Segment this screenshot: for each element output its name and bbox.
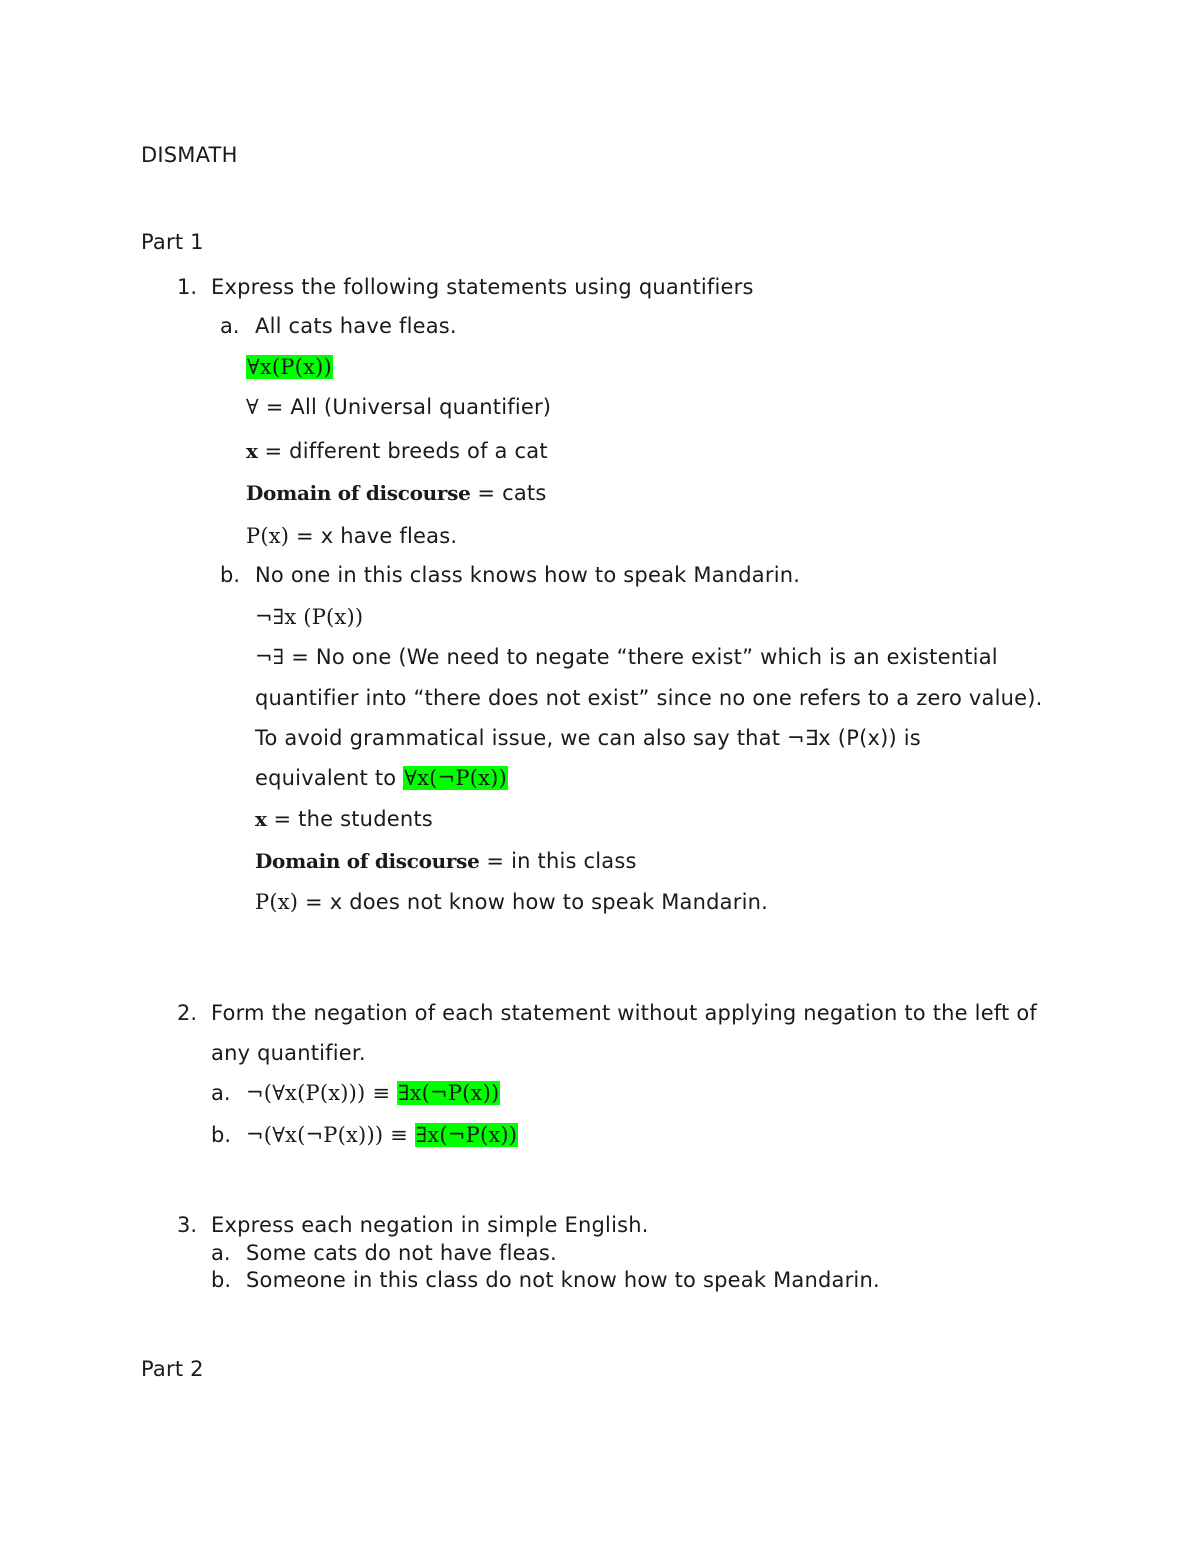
q1a-marker: a. bbox=[220, 314, 240, 338]
q1a-domain-line bbox=[246, 480, 546, 506]
q1a-formula: ∀x(P(x)) bbox=[247, 355, 332, 379]
q3a-text: Some cats do not have fleas. bbox=[246, 1241, 557, 1265]
q1b-marker: b. bbox=[220, 563, 241, 587]
q1a-predicate-line bbox=[246, 523, 457, 549]
q1b-negation-line bbox=[255, 644, 998, 670]
q1b-predicate-line bbox=[255, 889, 768, 915]
q1b-negation-continued: quantifier into “there does not exist” since no one refers to a zero value). bbox=[255, 686, 1043, 710]
x-label: x bbox=[246, 439, 258, 463]
forall-definition: = All (Universal quantifier) bbox=[258, 395, 552, 419]
q1-number: 1. bbox=[177, 275, 198, 299]
q2a-lhs: ¬(∀x(P(x))) ≡ bbox=[246, 1081, 397, 1105]
q2-prompt-line1: Form the negation of each statement without applying negation to the left of bbox=[211, 1001, 1037, 1025]
q1b-x-line bbox=[255, 806, 433, 832]
q3a-marker: a. bbox=[211, 1241, 231, 1265]
q1b-avoid-line: To avoid grammatical issue, we can also say that ¬∃x (P(x)) is bbox=[255, 726, 921, 750]
q1a-forall-line bbox=[246, 394, 551, 420]
domain-definition: = cats bbox=[470, 481, 547, 505]
part-2-heading: Part 2 bbox=[141, 1357, 204, 1381]
q2b-rhs: ∃x(¬P(x)) bbox=[415, 1123, 518, 1147]
q1a-formula-line bbox=[246, 354, 333, 380]
predicate-definition: = x does not know how to speak Mandarin. bbox=[298, 890, 768, 914]
domain-definition: = in this class bbox=[479, 849, 637, 873]
equivalent-formula: ∀x(¬P(x)) bbox=[404, 766, 507, 790]
q1b-domain-line bbox=[255, 848, 637, 874]
x-label: x bbox=[255, 807, 267, 831]
x-definition: = the students bbox=[266, 807, 433, 831]
negation-definition: = No one (We need to negate “there exist” which is an existential bbox=[284, 645, 998, 669]
forall-symbol: ∀ bbox=[246, 395, 259, 419]
q2b-marker: b. bbox=[211, 1123, 232, 1147]
predicate-label: P(x) bbox=[255, 890, 299, 914]
q2b-line bbox=[246, 1122, 518, 1148]
q1b-equivalent-line bbox=[255, 765, 508, 791]
negation-symbol: ¬∃ bbox=[255, 645, 285, 669]
q1b-formula-line bbox=[255, 604, 363, 630]
q1b-statement: No one in this class knows how to speak Mandarin. bbox=[255, 563, 801, 587]
q2a-rhs: ∃x(¬P(x)) bbox=[398, 1081, 500, 1105]
equivalent-prefix: equivalent to bbox=[255, 766, 404, 790]
domain-label: Domain of discourse bbox=[246, 481, 471, 505]
predicate-label: P(x) bbox=[246, 524, 290, 548]
q2-number: 2. bbox=[177, 1001, 198, 1025]
q1a-x-line bbox=[246, 438, 548, 464]
part-1-heading: Part 1 bbox=[141, 230, 204, 254]
q3-prompt: Express each negation in simple English. bbox=[211, 1213, 649, 1237]
q2a-marker: a. bbox=[211, 1081, 231, 1105]
q3-number: 3. bbox=[177, 1213, 198, 1237]
predicate-definition: = x have fleas. bbox=[289, 524, 458, 548]
document-title: DISMATH bbox=[141, 143, 238, 167]
q2b-lhs: ¬(∀x(¬P(x))) ≡ bbox=[246, 1123, 415, 1147]
q1b-formula: ¬∃x (P(x)) bbox=[255, 605, 364, 629]
q2a-line bbox=[246, 1080, 500, 1106]
x-definition: = different breeds of a cat bbox=[257, 439, 548, 463]
domain-label: Domain of discourse bbox=[255, 849, 480, 873]
q1-prompt: Express the following statements using quantifiers bbox=[211, 275, 754, 299]
q2-prompt-line2: any quantifier. bbox=[211, 1041, 366, 1065]
q1a-statement: All cats have fleas. bbox=[255, 314, 457, 338]
q3b-text: Someone in this class do not know how to speak Mandarin. bbox=[246, 1268, 880, 1292]
q3b-marker: b. bbox=[211, 1268, 232, 1292]
